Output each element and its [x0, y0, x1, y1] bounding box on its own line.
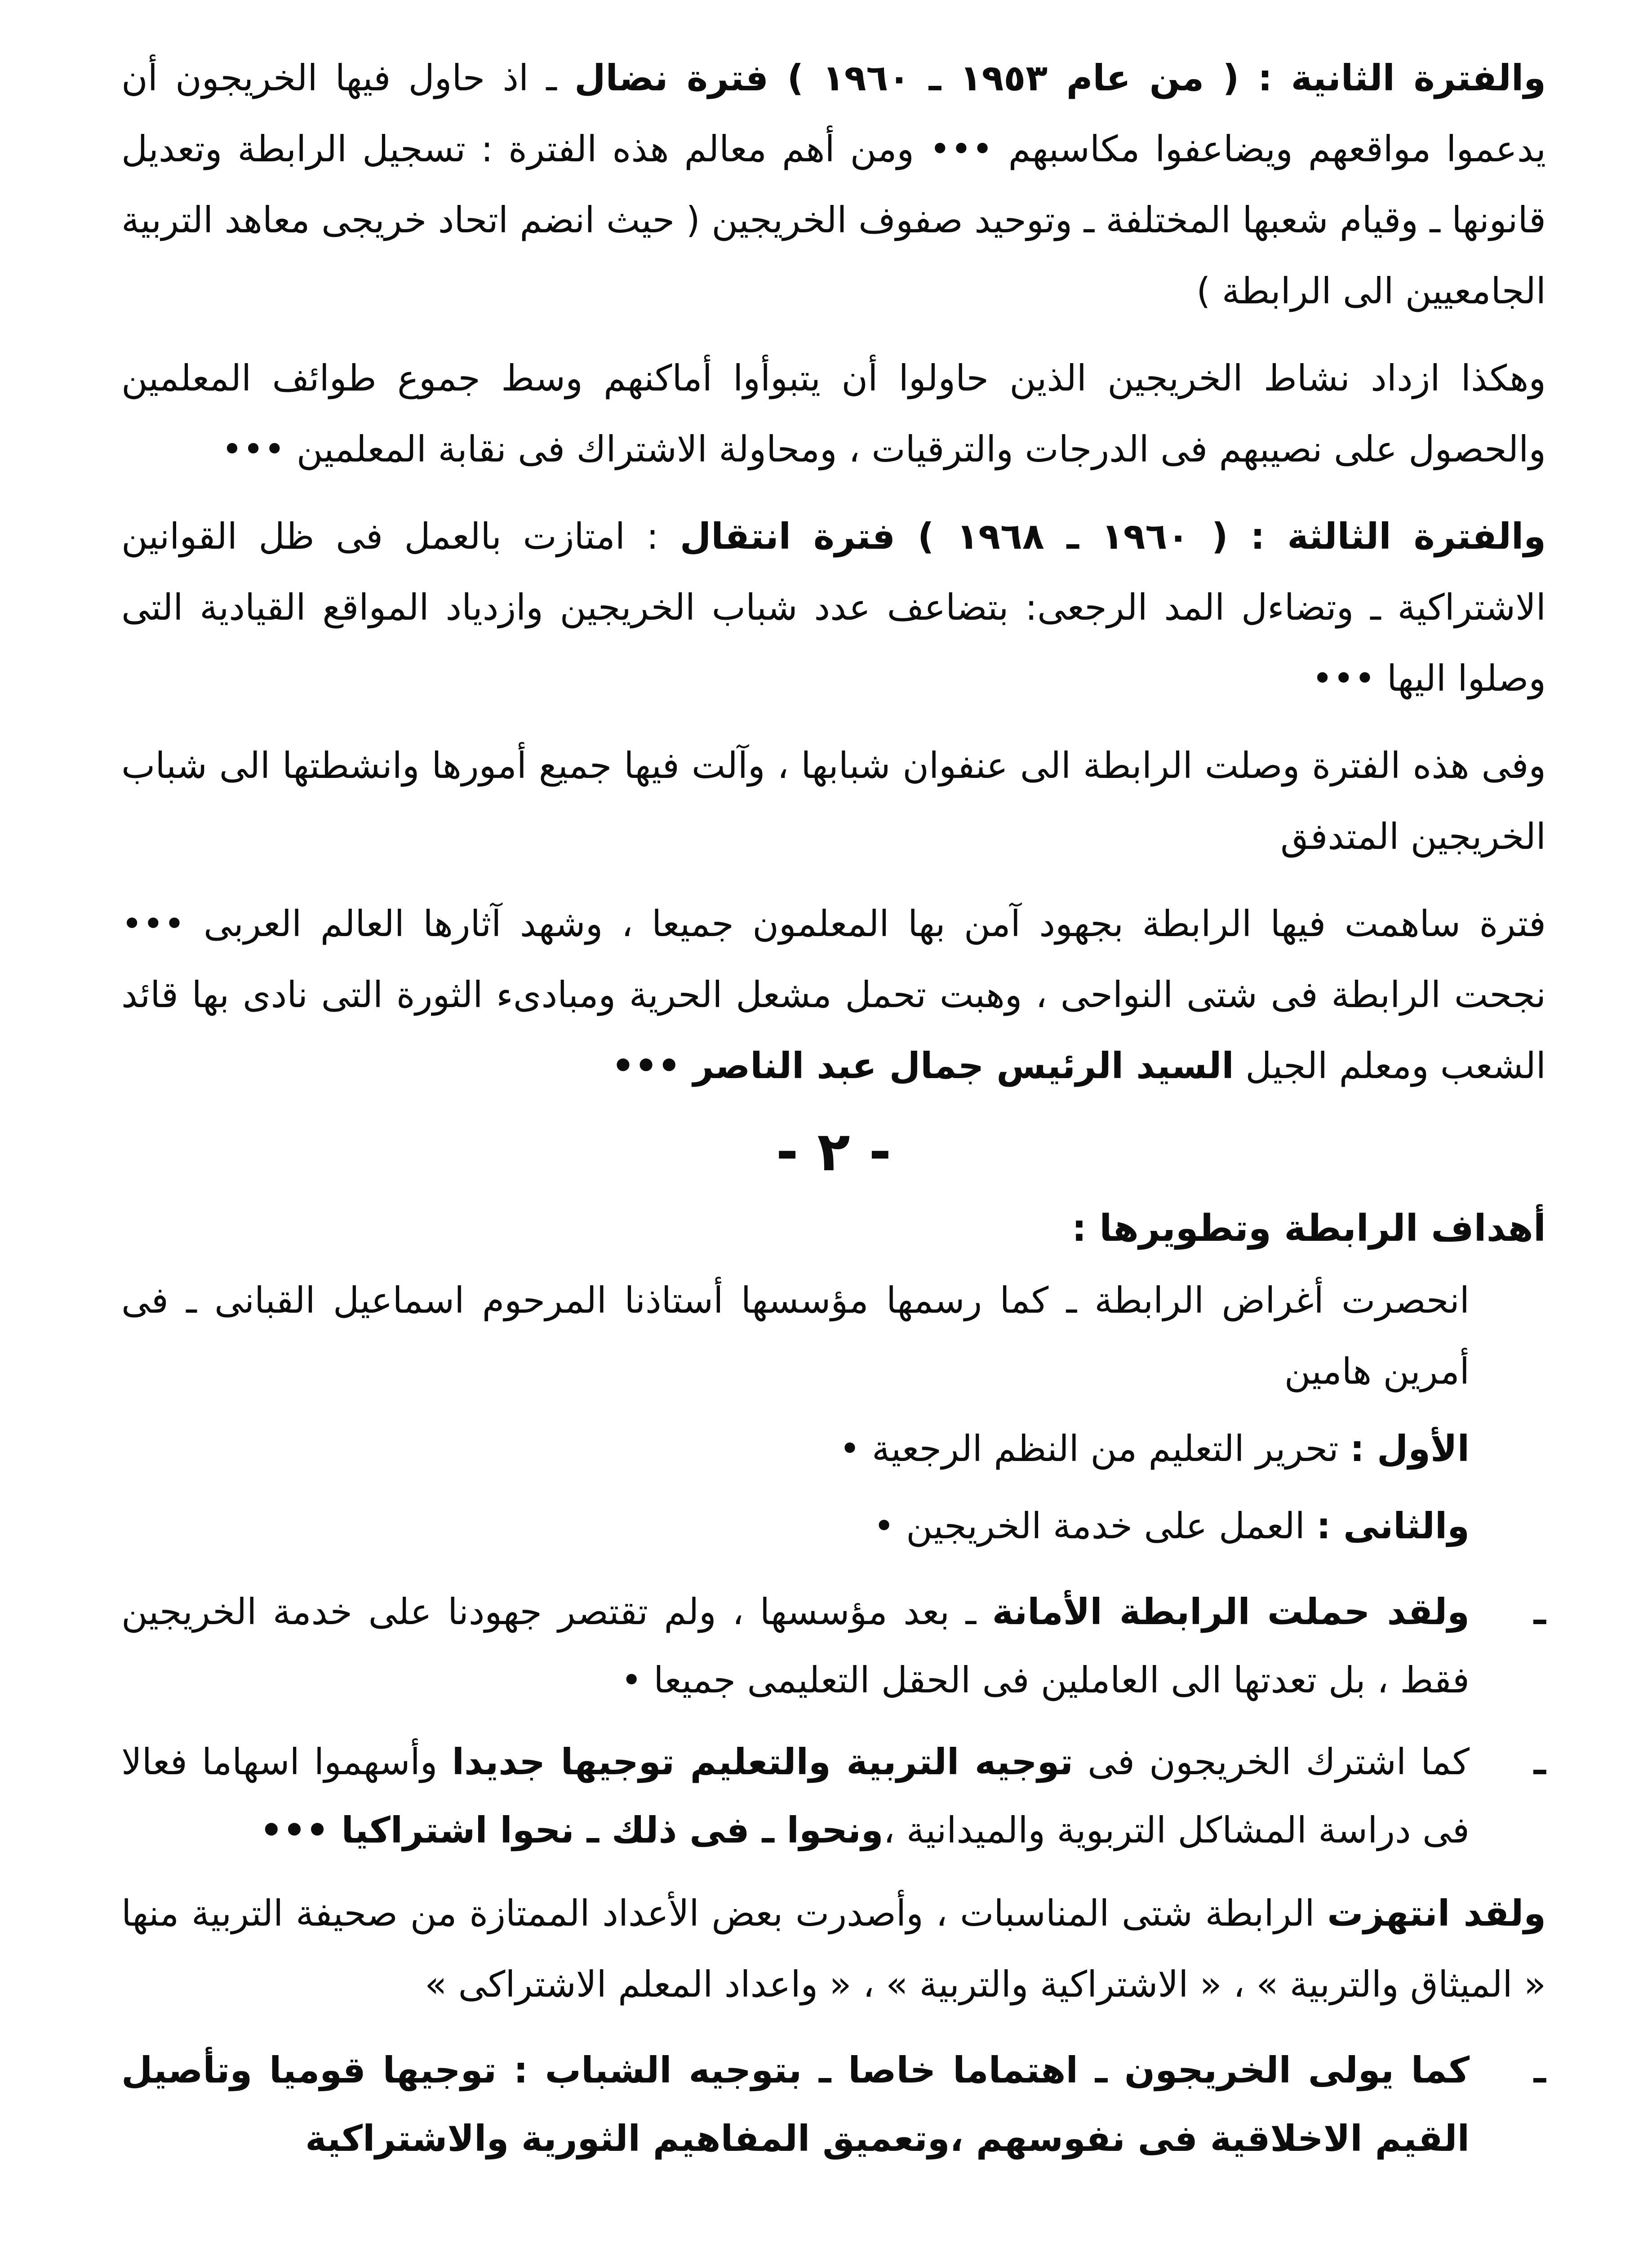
bullet-dash: ـ	[1533, 2049, 1546, 2091]
paragraph-third-period	[121, 501, 1546, 714]
bullet-dash: ـ	[1533, 1741, 1546, 1783]
paragraph-aims-intro: انحصرت أغراض الرابطة ـ كما رسمها مؤسسها أستاذنا المرحوم اسماعيل القبانى ـ فى أمرين هامين	[121, 1279, 1470, 1392]
section-heading: أهداف الرابطة وتطويرها :	[1071, 1207, 1546, 1250]
arab-world-text: فترة ساهمت فيها الرابطة بجهود آمن بها المعلمون جميعا ، وشهد آثارها العالم العربى ••• نجحت الرابطة فى شتى النواحى ، وهبت تحمل مشعل الحرية ومبادىء الثورة التى نادى بها قائد الشعب ومعلم الجيل	[121, 903, 1546, 1087]
aim-first-text: تحرير التعليم من النظم الرجعية •	[839, 1428, 1350, 1470]
aim-second-text: العمل على خدمة الخريجين •	[873, 1505, 1317, 1547]
bullet-education	[121, 1728, 1546, 1865]
president-name: السيد الرئيس جمال عبد الناصر •••	[611, 1045, 1234, 1087]
bullet-youth-guidance-text: كما يولى الخريجون ـ اهتماما خاصا ـ بتوجيه الشباب : توجيها قوميا وتأصيل القيم الاخلاقية فى نفوسهم ،وتعميق المفاهيم الثورية والاشتراكية	[121, 2049, 1470, 2159]
aim-second	[121, 1491, 1546, 1562]
document-page	[121, 43, 1546, 2186]
second-period-text: ـ اذ حاول فيها الخريجون أن يدعموا مواقعهم ويضاعفوا مكاسبهم ••• ومن أهم معالم هذه الفترة : تسجيل الرابطة وتعديل قانونها ـ وقيام شعبها المختلفة ـ وتوحيد صفوف الخريجين ( حيث انضم اتحاد خريجى معاهد التربية الجامعيين الى الرابطة )	[121, 57, 1546, 312]
bullet-education-b: توجيه التربية والتعليم توجيها جديدا	[452, 1741, 1073, 1783]
bullet-education-a: كما اشترك الخريجون فى	[1073, 1741, 1470, 1783]
paragraph-publications	[121, 1878, 1546, 2020]
paragraph-youth-period: وفى هذه الفترة وصلت الرابطة الى عنفوان شبابها ، وآلت فيها جميع أمورها وانشطتها الى شباب الخريجين المتدفق	[121, 745, 1546, 857]
bullet-youth-guidance	[121, 2036, 1546, 2173]
paragraph-second-period	[121, 43, 1546, 327]
aim-second-label: والثانى :	[1316, 1505, 1470, 1547]
third-period-text: : امتازت بالعمل فى ظل القوانين الاشتراكية ـ وتضاءل المد الرجعى: بتضاعف عدد شباب الخريجين وازدياد المواقع القيادية التى وصلوا اليها •••	[121, 515, 1546, 699]
bullet-education-d: ونحوا ـ فى ذلك ـ نحوا اشتراكيا •••	[260, 1809, 884, 1851]
second-period-heading: والفترة الثانية : ( من عام ١٩٥٣ ـ ١٩٦٠ ) فترة نضال	[574, 57, 1546, 99]
bullet-trust-lead: ولقد حملت الرابطة الأمانة	[992, 1591, 1470, 1633]
bullet-dash: ـ	[1533, 1591, 1546, 1633]
third-period-heading: والفترة الثالثة : ( ١٩٦٠ ـ ١٩٦٨ ) فترة انتقال	[679, 515, 1546, 557]
bullet-education-c: وأسهموا اسهاما فعالا فى دراسة المشاكل التربوية والميدانية ،	[121, 1741, 1470, 1851]
bullet-trust	[121, 1578, 1546, 1714]
publications-text: الرابطة شتى المناسبات ، وأصدرت بعض الأعداد الممتازة من صحيفة التربية منها « الميثاق والتربية » ، « الاشتراكية والتربية » ، « واعداد المعلم الاشتراكى »	[121, 1892, 1546, 2005]
aim-first-label: الأول :	[1350, 1428, 1470, 1470]
section-number: - ٢ -	[776, 1121, 892, 1183]
paragraph-graduates-activity: وهكذا ازداد نشاط الخريجين الذين حاولوا أن يتبوأوا أماكنهم وسط جموع طوائف المعلمين والحصول على نصيبهم فى الدرجات والترقيات ، ومحاولة الاشتراك فى نقابة المعلمين •••	[121, 357, 1546, 470]
publications-lead: ولقد انتهزت	[1327, 1892, 1546, 1934]
paragraph-arab-world	[121, 888, 1546, 1101]
bullet-trust-text: ـ بعد مؤسسها ، ولم تقتصر جهودنا على خدمة الخريجين فقط ، بل تعدتها الى العاملين فى الحقل التعليمى جميعا •	[121, 1591, 1470, 1701]
aim-first	[121, 1413, 1546, 1484]
